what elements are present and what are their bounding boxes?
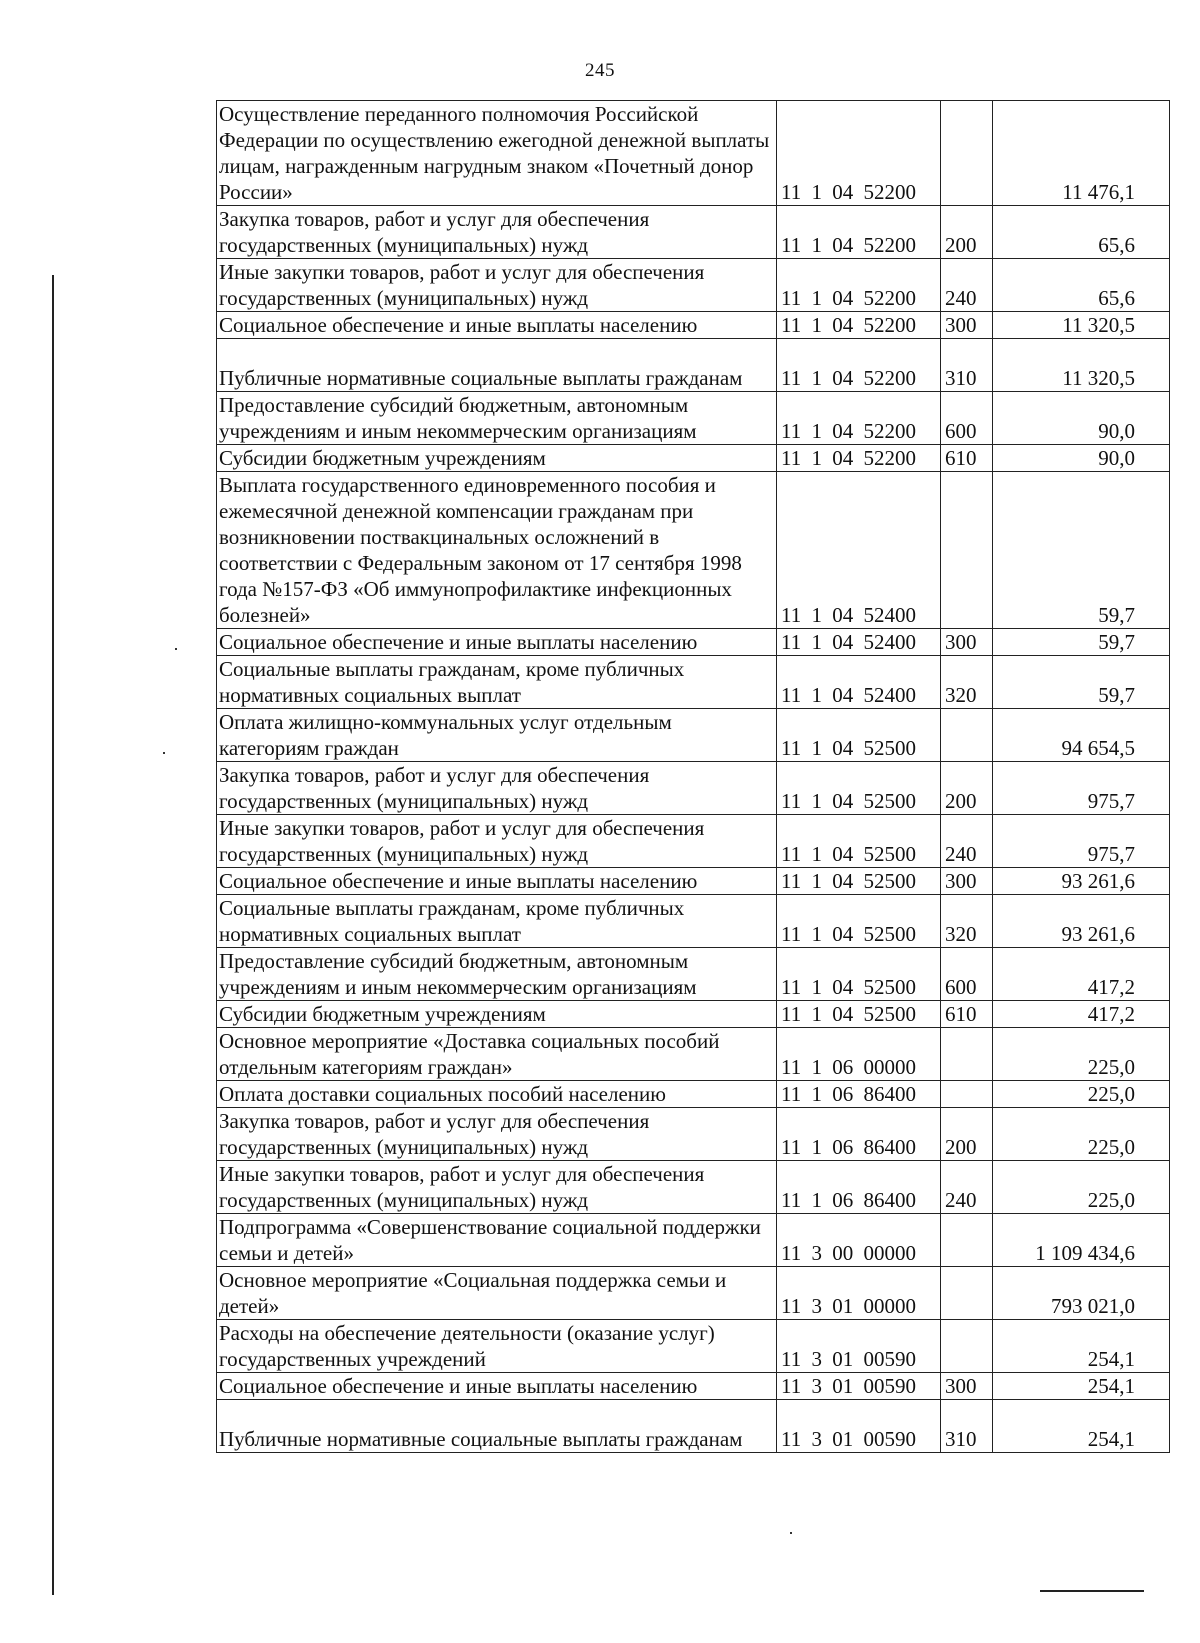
- row-type-cell: [941, 1214, 993, 1267]
- row-type-cell: 240: [941, 1161, 993, 1214]
- row-code-cell: 11 1 04 52500: [777, 762, 941, 815]
- row-sum-cell: 225,0: [993, 1108, 1170, 1161]
- row-type-cell: 240: [941, 259, 993, 312]
- row-code-cell: 11 1 06 86400: [777, 1081, 941, 1108]
- row-name-cell: Закупка товаров, работ и услуг для обеспечения государственных (муниципальных) нужд: [217, 1108, 777, 1161]
- row-code-cell: 11 1 04 52400: [777, 629, 941, 656]
- row-code-cell: 11 1 04 52200: [777, 259, 941, 312]
- row-type-cell: 300: [941, 1373, 993, 1400]
- row-sum-cell: 11 320,5: [993, 312, 1170, 339]
- row-sum-cell: 93 261,6: [993, 895, 1170, 948]
- row-name-cell: Социальное обеспечение и иные выплаты населению: [217, 629, 777, 656]
- row-type-cell: 240: [941, 815, 993, 868]
- scan-speck: [790, 1532, 792, 1534]
- row-name-cell: Публичные нормативные социальные выплаты гражданам: [217, 1400, 777, 1453]
- table-row: [217, 1108, 1170, 1161]
- row-sum-cell: 1 109 434,6: [993, 1214, 1170, 1267]
- row-sum-cell: 11 476,1: [993, 101, 1170, 206]
- budget-table: [216, 100, 1170, 1453]
- budget-table-body: [217, 101, 1170, 1453]
- row-type-cell: 600: [941, 948, 993, 1001]
- row-name-cell: Основное мероприятие «Социальная поддержка семьи и детей»: [217, 1267, 777, 1320]
- row-type-cell: 310: [941, 339, 993, 392]
- table-row: [217, 868, 1170, 895]
- row-code-cell: 11 1 04 52500: [777, 895, 941, 948]
- row-type-cell: [941, 101, 993, 206]
- row-type-cell: 310: [941, 1400, 993, 1453]
- table-row: [217, 629, 1170, 656]
- table-row: [217, 392, 1170, 445]
- row-sum-cell: 225,0: [993, 1028, 1170, 1081]
- table-row: [217, 1267, 1170, 1320]
- row-name-cell: Закупка товаров, работ и услуг для обеспечения государственных (муниципальных) нужд: [217, 206, 777, 259]
- row-type-cell: [941, 1267, 993, 1320]
- row-sum-cell: 90,0: [993, 445, 1170, 472]
- row-type-cell: 200: [941, 1108, 993, 1161]
- row-type-cell: [941, 472, 993, 629]
- row-sum-cell: 975,7: [993, 762, 1170, 815]
- row-code-cell: 11 3 01 00590: [777, 1400, 941, 1453]
- table-row: [217, 445, 1170, 472]
- row-code-cell: 11 1 04 52200: [777, 101, 941, 206]
- row-type-cell: 200: [941, 762, 993, 815]
- row-sum-cell: 254,1: [993, 1373, 1170, 1400]
- row-type-cell: 610: [941, 1001, 993, 1028]
- row-code-cell: 11 1 04 52500: [777, 868, 941, 895]
- row-name-cell: Подпрограмма «Совершенствование социальной поддержки семьи и детей»: [217, 1214, 777, 1267]
- row-name-cell: Осуществление переданного полномочия Российской Федерации по осуществлению ежегодной денежной выплаты лицам, награжденным нагрудным знаком «Почетный донор России»: [217, 101, 777, 206]
- table-row: [217, 815, 1170, 868]
- row-type-cell: [941, 1028, 993, 1081]
- row-type-cell: [941, 709, 993, 762]
- row-name-cell: Основное мероприятие «Доставка социальных пособий отдельным категориям граждан»: [217, 1028, 777, 1081]
- table-row: [217, 1320, 1170, 1373]
- scan-speck: [163, 752, 165, 754]
- row-type-cell: 320: [941, 656, 993, 709]
- table-row: [217, 1373, 1170, 1400]
- table-row: [217, 895, 1170, 948]
- table-row: [217, 312, 1170, 339]
- row-name-cell: Выплата государственного единовременного пособия и ежемесячной денежной компенсации гражданам при возникновении поствакцинальных осложнений в соответствии с Федеральным законом от 17 сентября 1998 года №157-ФЗ «Об иммунопрофилактике инфекционных болезней»: [217, 472, 777, 629]
- row-code-cell: 11 1 06 86400: [777, 1108, 941, 1161]
- row-name-cell: Расходы на обеспечение деятельности (оказание услуг) государственных учреждений: [217, 1320, 777, 1373]
- row-sum-cell: 65,6: [993, 259, 1170, 312]
- row-code-cell: 11 3 01 00000: [777, 1267, 941, 1320]
- table-row: [217, 472, 1170, 629]
- row-code-cell: 11 1 04 52200: [777, 445, 941, 472]
- table-row: [217, 259, 1170, 312]
- row-type-cell: 300: [941, 868, 993, 895]
- row-name-cell: Социальные выплаты гражданам, кроме публичных нормативных социальных выплат: [217, 656, 777, 709]
- table-row: [217, 1028, 1170, 1081]
- row-name-cell: Социальное обеспечение и иные выплаты населению: [217, 312, 777, 339]
- row-sum-cell: 417,2: [993, 948, 1170, 1001]
- row-type-cell: 300: [941, 312, 993, 339]
- row-type-cell: 610: [941, 445, 993, 472]
- row-name-cell: Иные закупки товаров, работ и услуг для обеспечения государственных (муниципальных) нужд: [217, 259, 777, 312]
- table-row: [217, 656, 1170, 709]
- row-sum-cell: 59,7: [993, 629, 1170, 656]
- table-row: [217, 1001, 1170, 1028]
- row-name-cell: Оплата доставки социальных пособий населению: [217, 1081, 777, 1108]
- row-sum-cell: 793 021,0: [993, 1267, 1170, 1320]
- row-sum-cell: 90,0: [993, 392, 1170, 445]
- row-code-cell: 11 1 04 52200: [777, 206, 941, 259]
- row-sum-cell: 417,2: [993, 1001, 1170, 1028]
- page-number: 245: [585, 60, 615, 81]
- row-name-cell: Закупка товаров, работ и услуг для обеспечения государственных (муниципальных) нужд: [217, 762, 777, 815]
- row-code-cell: 11 1 04 52400: [777, 472, 941, 629]
- table-row: [217, 1081, 1170, 1108]
- row-sum-cell: 59,7: [993, 472, 1170, 629]
- row-name-cell: Субсидии бюджетным учреждениям: [217, 1001, 777, 1028]
- row-name-cell: Предоставление субсидий бюджетным, автономным учреждениям и иным некоммерческим организациям: [217, 392, 777, 445]
- row-code-cell: 11 1 04 52500: [777, 1001, 941, 1028]
- row-name-cell: Иные закупки товаров, работ и услуг для обеспечения государственных (муниципальных) нужд: [217, 815, 777, 868]
- row-name-cell: Социальное обеспечение и иные выплаты населению: [217, 1373, 777, 1400]
- table-row: [217, 339, 1170, 392]
- row-name-cell: Субсидии бюджетным учреждениям: [217, 445, 777, 472]
- table-row: [217, 762, 1170, 815]
- row-sum-cell: 225,0: [993, 1161, 1170, 1214]
- row-code-cell: 11 1 06 86400: [777, 1161, 941, 1214]
- table-row: [217, 948, 1170, 1001]
- row-type-cell: [941, 1081, 993, 1108]
- row-name-cell: Социальные выплаты гражданам, кроме публичных нормативных социальных выплат: [217, 895, 777, 948]
- table-row: [217, 101, 1170, 206]
- table-row: [217, 1161, 1170, 1214]
- scan-speck: [175, 648, 177, 650]
- row-sum-cell: 254,1: [993, 1400, 1170, 1453]
- row-type-cell: 600: [941, 392, 993, 445]
- row-code-cell: 11 3 01 00590: [777, 1320, 941, 1373]
- row-type-cell: [941, 1320, 993, 1373]
- row-sum-cell: 65,6: [993, 206, 1170, 259]
- row-sum-cell: 59,7: [993, 656, 1170, 709]
- table-row: [217, 709, 1170, 762]
- row-sum-cell: 94 654,5: [993, 709, 1170, 762]
- row-code-cell: 11 3 01 00590: [777, 1373, 941, 1400]
- left-scan-edge-line: [52, 275, 54, 1595]
- row-code-cell: 11 1 04 52500: [777, 948, 941, 1001]
- row-sum-cell: 254,1: [993, 1320, 1170, 1373]
- row-name-cell: Социальное обеспечение и иные выплаты населению: [217, 868, 777, 895]
- row-type-cell: 300: [941, 629, 993, 656]
- table-row: [217, 206, 1170, 259]
- row-code-cell: 11 1 04 52200: [777, 392, 941, 445]
- table-row: [217, 1214, 1170, 1267]
- row-code-cell: 11 1 04 52500: [777, 815, 941, 868]
- row-name-cell: Оплата жилищно-коммунальных услуг отдельным категориям граждан: [217, 709, 777, 762]
- row-code-cell: 11 1 06 00000: [777, 1028, 941, 1081]
- row-type-cell: 320: [941, 895, 993, 948]
- row-sum-cell: 975,7: [993, 815, 1170, 868]
- row-code-cell: 11 1 04 52200: [777, 339, 941, 392]
- row-code-cell: 11 1 04 52500: [777, 709, 941, 762]
- row-code-cell: 11 1 04 52200: [777, 312, 941, 339]
- row-sum-cell: 225,0: [993, 1081, 1170, 1108]
- row-name-cell: Предоставление субсидий бюджетным, автономным учреждениям и иным некоммерческим организациям: [217, 948, 777, 1001]
- row-sum-cell: 93 261,6: [993, 868, 1170, 895]
- table-row: [217, 1400, 1170, 1453]
- row-sum-cell: 11 320,5: [993, 339, 1170, 392]
- row-code-cell: 11 1 04 52400: [777, 656, 941, 709]
- row-name-cell: Публичные нормативные социальные выплаты гражданам: [217, 339, 777, 392]
- bottom-footnote-rule: [1040, 1590, 1144, 1592]
- row-type-cell: 200: [941, 206, 993, 259]
- row-code-cell: 11 3 00 00000: [777, 1214, 941, 1267]
- row-name-cell: Иные закупки товаров, работ и услуг для обеспечения государственных (муниципальных) нужд: [217, 1161, 777, 1214]
